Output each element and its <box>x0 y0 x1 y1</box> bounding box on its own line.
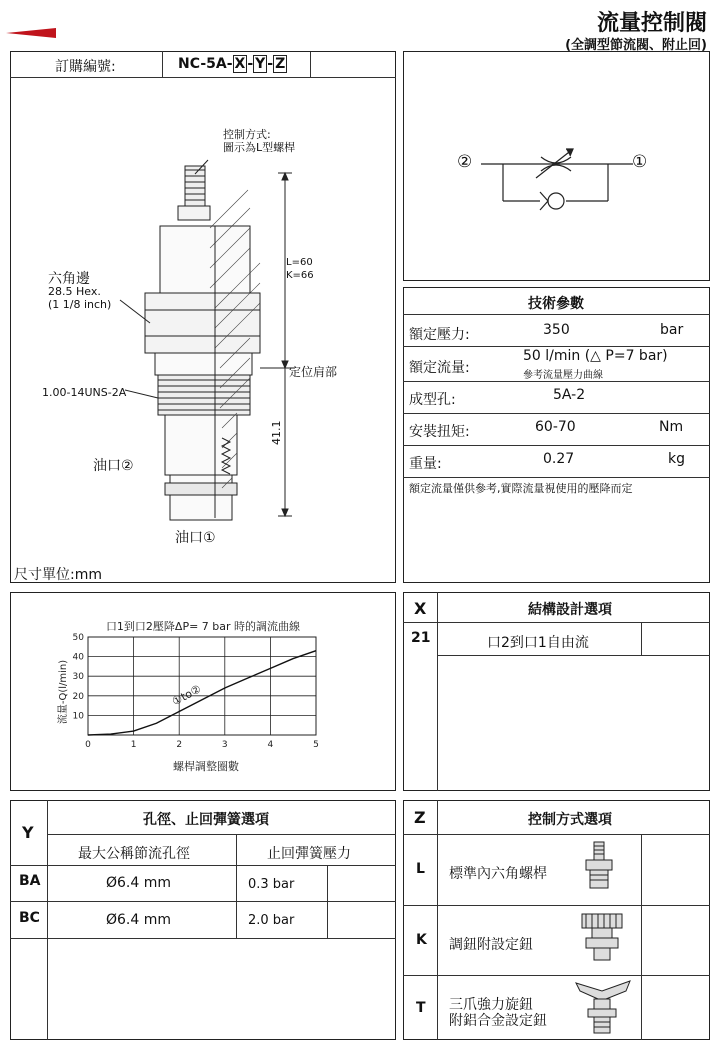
hex-size-inch: (1 1/8 inch) <box>48 298 112 311</box>
x-tick-label: 5 <box>313 740 319 750</box>
plot-frame <box>88 637 316 735</box>
spec-note: 參考流量壓力曲線 <box>523 370 603 381</box>
y-divider <box>10 938 396 939</box>
specs-divider <box>403 346 710 347</box>
y-title: 孔徑、止回彈簧選項 <box>143 812 269 828</box>
symbol-port1: ① <box>632 152 648 172</box>
valve-drawing <box>10 78 396 583</box>
x-row-code: 21 <box>411 630 431 646</box>
knob-with-lock-icon <box>578 910 628 965</box>
port1-label: 油口① <box>175 530 216 546</box>
three-prong-knob-icon <box>572 977 634 1039</box>
hydraulic-symbol <box>403 51 710 281</box>
thread-label: 1.00-14UNS-2A <box>42 386 127 399</box>
order-code-z: Z <box>275 56 286 72</box>
order-label: 訂購編號: <box>55 59 116 75</box>
specs-footnote: 額定流量僅供參考,實際流量視使用的壓降而定 <box>409 482 633 495</box>
y-tick-label: 30 <box>72 672 84 683</box>
spec-label: 額定流量: <box>409 360 470 376</box>
brand-mark <box>6 28 56 38</box>
order-code-prefix: NC-5A- <box>178 56 233 72</box>
z-row-desc: 三爪強力旋鈕 <box>449 997 533 1013</box>
z-row-code: K <box>416 932 427 948</box>
y-divider <box>47 834 396 835</box>
y-divider-v <box>236 834 237 938</box>
z-row-desc: 調鈕附設定鈕 <box>449 937 533 953</box>
spec-unit: Nm <box>659 419 684 435</box>
y-code-header: Y <box>22 823 34 842</box>
y-tick-label: 10 <box>72 711 84 722</box>
length-k: K=66 <box>286 270 314 281</box>
hex-size: 28.5 Hex. <box>48 285 101 298</box>
specs-divider <box>403 314 710 315</box>
page-subtitle: (全調型節流閥、附止回) <box>565 38 707 53</box>
symbol-port2: ② <box>457 152 473 172</box>
dim-41: 41.1 <box>270 420 283 445</box>
y-row-orifice: Ø6.4 mm <box>106 912 172 928</box>
z-code-header: Z <box>414 808 426 827</box>
specs-divider <box>403 381 710 382</box>
chart-title: 口1到口2壓降ΔP= 7 bar 時的調流曲線 <box>105 620 301 633</box>
z-row-desc-2: 附鋁合金設定鈕 <box>449 1013 547 1029</box>
flow-chart <box>10 592 396 791</box>
x-divider-v <box>437 592 438 791</box>
order-code-dash2: - <box>267 56 274 72</box>
x-tick-label: 3 <box>221 740 228 750</box>
x-divider <box>403 622 710 623</box>
x-row-desc: 口2到口1自由流 <box>487 635 589 651</box>
z-row-code: T <box>416 1000 426 1016</box>
spec-unit: kg <box>668 451 685 467</box>
x-tick-label: 0 <box>85 740 91 750</box>
order-code-x: X <box>234 56 246 72</box>
hex-label: 六角邊 <box>48 271 90 287</box>
series-label: ①to② <box>169 682 204 709</box>
z-row-code: L <box>416 861 425 877</box>
control-label: 控制方式: <box>223 128 271 141</box>
y-options-panel <box>10 800 396 1040</box>
y-col-pressure: 止回彈簧壓力 <box>267 846 351 862</box>
shoulder-label: 定位肩部 <box>289 365 338 379</box>
spec-label: 成型孔: <box>409 392 456 408</box>
x-divider <box>437 655 710 656</box>
chart-ylabel: 流量-Q(l/min) <box>58 659 69 725</box>
y-tick-label: 40 <box>72 652 84 663</box>
hex-screw-icon <box>580 840 620 895</box>
spec-label: 額定壓力: <box>409 327 470 343</box>
y-row-pressure: 2.0 bar <box>248 913 295 928</box>
port2-label: 油口② <box>93 458 134 474</box>
spec-label: 安裝扭矩: <box>409 424 470 440</box>
y-row-code: BA <box>19 873 41 889</box>
z-divider <box>403 834 710 835</box>
specs-divider <box>403 413 710 414</box>
y-row-pressure: 0.3 bar <box>248 877 295 892</box>
spec-value: 50 l/min (△ P=7 bar) <box>523 348 668 364</box>
chart-xlabel: 螺桿調整圈數 <box>173 760 239 773</box>
y-divider <box>10 865 396 866</box>
y-tick-label: 20 <box>72 691 84 702</box>
spec-value: 350 <box>543 322 570 338</box>
x-tick-label: 2 <box>176 740 183 750</box>
specs-divider <box>403 477 710 478</box>
y-divider <box>10 901 396 902</box>
y-row-orifice: Ø6.4 mm <box>106 875 172 891</box>
x-divider-v <box>641 622 642 655</box>
page-title: 流量控制閥 <box>596 11 707 36</box>
units-label: 尺寸單位:mm <box>14 567 102 583</box>
y-divider-v <box>327 865 328 938</box>
y-tick-label: 50 <box>72 633 84 643</box>
spec-unit: bar <box>660 322 684 338</box>
length-l: L=60 <box>286 257 313 268</box>
spec-value: 0.27 <box>543 451 575 467</box>
z-divider-v <box>641 834 642 1040</box>
order-code <box>178 56 287 72</box>
y-divider-v <box>47 800 48 1040</box>
y-row-code: BC <box>19 910 40 926</box>
x-code-header: X <box>414 599 427 618</box>
x-title: 結構設計選項 <box>528 602 612 618</box>
spec-label: 重量: <box>409 456 442 472</box>
plot-area <box>73 633 319 750</box>
order-code-dash: - <box>247 56 254 72</box>
z-title: 控制方式選項 <box>528 812 612 828</box>
specs-title: 技術參數 <box>528 296 584 312</box>
order-code-y: Y <box>255 56 266 72</box>
y-col-orifice: 最大公稱節流孔徑 <box>78 846 190 862</box>
x-tick-label: 1 <box>130 740 137 750</box>
z-divider <box>403 905 710 906</box>
x-tick-label: 4 <box>267 740 274 750</box>
spec-value: 60-70 <box>535 419 576 435</box>
z-divider-v <box>437 800 438 1040</box>
specs-divider <box>403 445 710 446</box>
z-row-desc: 標準內六角螺桿 <box>449 866 547 882</box>
z-divider <box>403 975 710 976</box>
control-label-2: 圖示為L型螺桿 <box>223 141 296 154</box>
spec-value: 5A-2 <box>553 387 586 403</box>
